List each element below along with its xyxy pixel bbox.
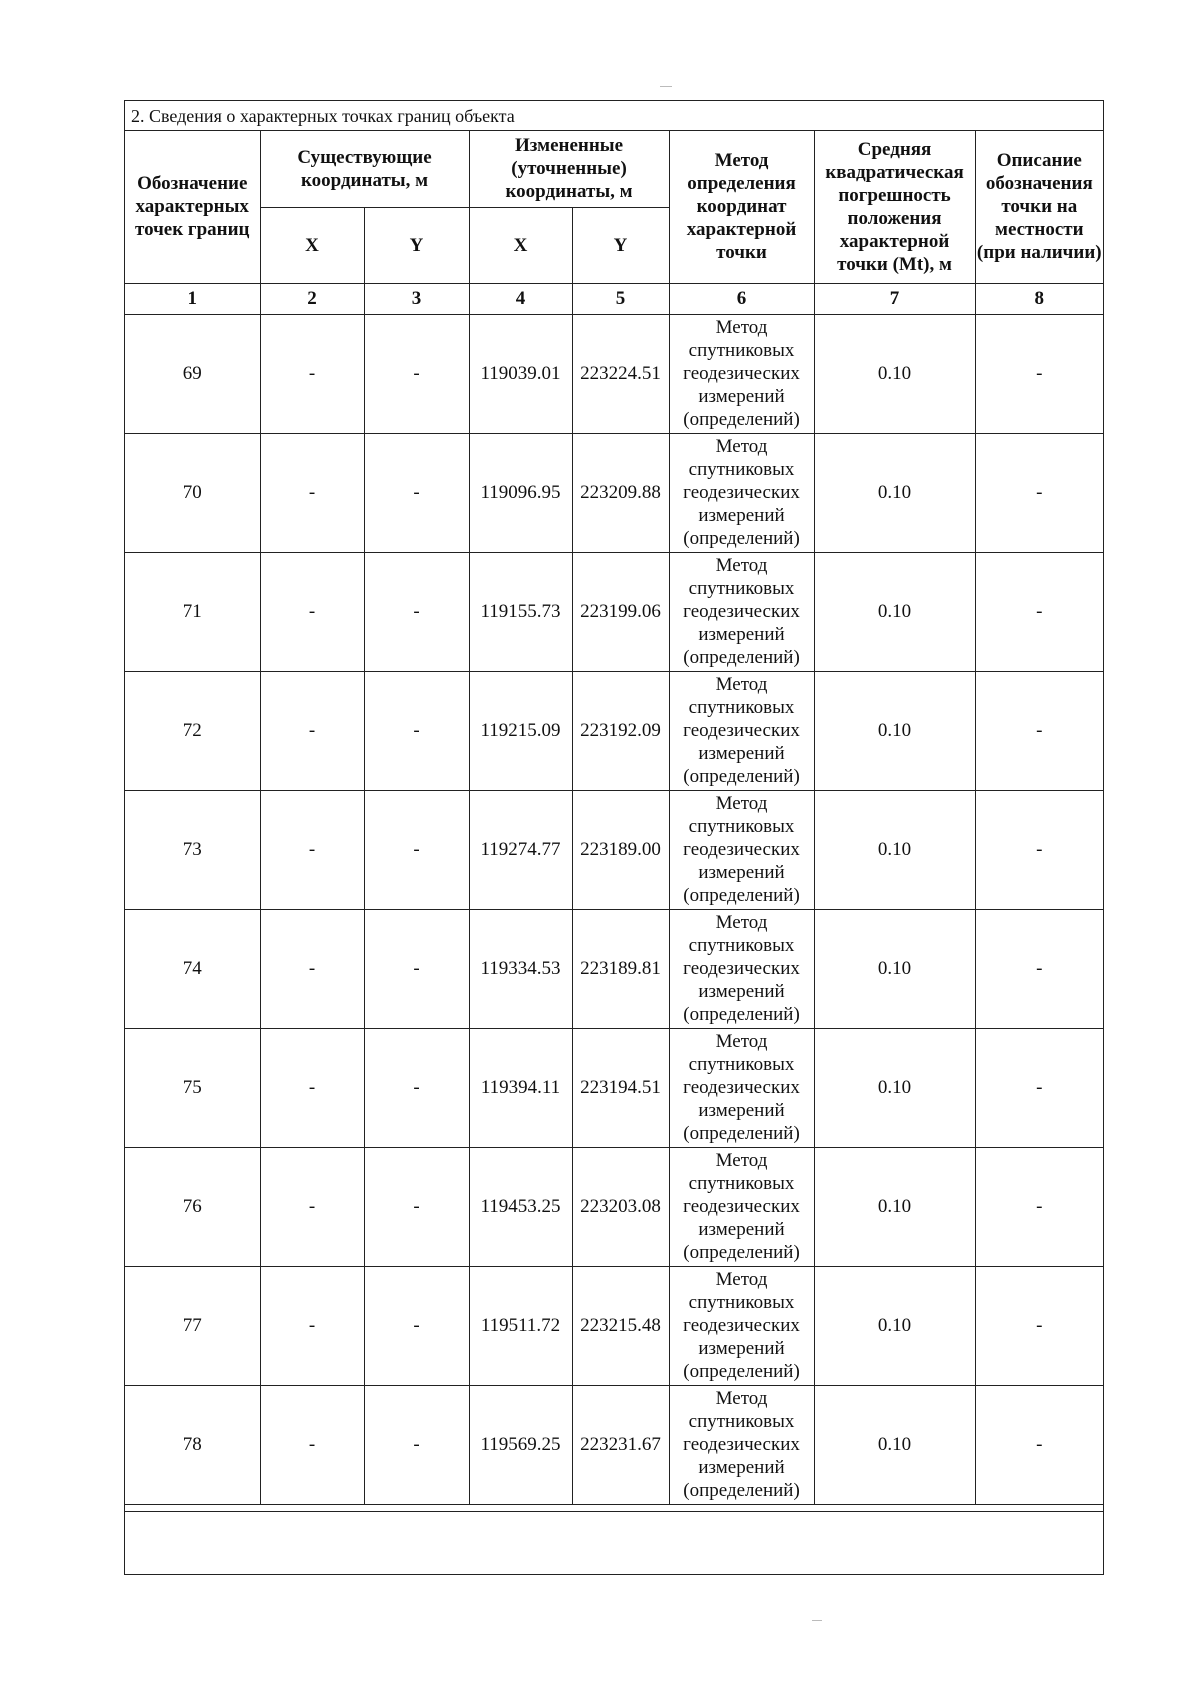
method-cell: Метод спутниковых геодезических измерений (определений) <box>669 790 814 909</box>
point-designation: 70 <box>125 433 260 552</box>
column-number: 8 <box>975 283 1103 314</box>
point-designation: 75 <box>125 1028 260 1147</box>
accuracy-cell: 0.10 <box>814 1147 975 1266</box>
table-row <box>125 790 1103 909</box>
method-cell: Метод спутниковых геодезических измерений (определений) <box>669 909 814 1028</box>
header-changed-x: X <box>469 207 572 283</box>
accuracy-cell: 0.10 <box>814 1385 975 1504</box>
point-designation: 69 <box>125 314 260 433</box>
header-changed-coords: Измененные (уточненные) координаты, м <box>469 131 669 207</box>
table-row <box>125 433 1103 552</box>
table-row <box>125 1266 1103 1385</box>
changed-y: 223199.06 <box>572 552 669 671</box>
changed-y: 223231.67 <box>572 1385 669 1504</box>
existing-y: - <box>364 552 469 671</box>
table-body <box>125 314 1103 1504</box>
changed-y: 223215.48 <box>572 1266 669 1385</box>
changed-y: 223194.51 <box>572 1028 669 1147</box>
method-cell: Метод спутниковых геодезических измерений (определений) <box>669 671 814 790</box>
empty-footer-row <box>125 1511 1103 1574</box>
table-row <box>125 909 1103 1028</box>
header-existing-x: X <box>260 207 364 283</box>
table-row <box>125 1028 1103 1147</box>
table-row <box>125 1147 1103 1266</box>
accuracy-cell: 0.10 <box>814 433 975 552</box>
column-number: 2 <box>260 283 364 314</box>
method-cell: Метод спутниковых геодезических измерений (определений) <box>669 1385 814 1504</box>
existing-y: - <box>364 433 469 552</box>
point-designation: 71 <box>125 552 260 671</box>
table-row <box>125 1385 1103 1504</box>
description-cell: - <box>975 671 1103 790</box>
description-cell: - <box>975 1147 1103 1266</box>
document-sheet <box>124 100 1104 1575</box>
changed-y: 223224.51 <box>572 314 669 433</box>
description-cell: - <box>975 790 1103 909</box>
header-point-designation: Обозначение характерных точек границ <box>125 131 260 283</box>
existing-y: - <box>364 1385 469 1504</box>
changed-x: 119274.77 <box>469 790 572 909</box>
column-number: 5 <box>572 283 669 314</box>
accuracy-cell: 0.10 <box>814 671 975 790</box>
method-cell: Метод спутниковых геодезических измерений (определений) <box>669 1028 814 1147</box>
accuracy-cell: 0.10 <box>814 1028 975 1147</box>
boundary-points-table <box>125 131 1103 1505</box>
existing-x: - <box>260 1266 364 1385</box>
existing-x: - <box>260 1028 364 1147</box>
header-accuracy: Средняя квадратическая погрешность положения характерной точки (Mt), м <box>814 131 975 283</box>
existing-x: - <box>260 1385 364 1504</box>
column-number: 6 <box>669 283 814 314</box>
changed-x: 119039.01 <box>469 314 572 433</box>
existing-y: - <box>364 1028 469 1147</box>
changed-x: 119155.73 <box>469 552 572 671</box>
table-row <box>125 671 1103 790</box>
method-cell: Метод спутниковых геодезических измерений (определений) <box>669 1147 814 1266</box>
table-row <box>125 314 1103 433</box>
existing-y: - <box>364 1147 469 1266</box>
existing-x: - <box>260 790 364 909</box>
existing-y: - <box>364 1266 469 1385</box>
existing-y: - <box>364 909 469 1028</box>
existing-x: - <box>260 1147 364 1266</box>
method-cell: Метод спутниковых геодезических измерений (определений) <box>669 552 814 671</box>
changed-x: 119569.25 <box>469 1385 572 1504</box>
point-designation: 76 <box>125 1147 260 1266</box>
accuracy-cell: 0.10 <box>814 552 975 671</box>
point-designation: 74 <box>125 909 260 1028</box>
existing-x: - <box>260 552 364 671</box>
existing-y: - <box>364 790 469 909</box>
method-cell: Метод спутниковых геодезических измерений (определений) <box>669 314 814 433</box>
changed-y: 223189.00 <box>572 790 669 909</box>
existing-x: - <box>260 909 364 1028</box>
changed-x: 119334.53 <box>469 909 572 1028</box>
description-cell: - <box>975 909 1103 1028</box>
changed-y: 223189.81 <box>572 909 669 1028</box>
column-number: 7 <box>814 283 975 314</box>
changed-x: 119215.09 <box>469 671 572 790</box>
accuracy-cell: 0.10 <box>814 1266 975 1385</box>
header-existing-coords: Существующие координаты, м <box>260 131 469 207</box>
description-cell: - <box>975 552 1103 671</box>
accuracy-cell: 0.10 <box>814 314 975 433</box>
point-designation: 72 <box>125 671 260 790</box>
point-designation: 77 <box>125 1266 260 1385</box>
existing-y: - <box>364 671 469 790</box>
changed-x: 119511.72 <box>469 1266 572 1385</box>
scan-artifact <box>812 1620 822 1621</box>
description-cell: - <box>975 433 1103 552</box>
changed-y: 223203.08 <box>572 1147 669 1266</box>
description-cell: - <box>975 314 1103 433</box>
point-designation: 73 <box>125 790 260 909</box>
method-cell: Метод спутниковых геодезических измерений (определений) <box>669 1266 814 1385</box>
existing-x: - <box>260 671 364 790</box>
header-method: Метод определения координат характерной точки <box>669 131 814 283</box>
changed-x: 119453.25 <box>469 1147 572 1266</box>
accuracy-cell: 0.10 <box>814 909 975 1028</box>
changed-y: 223192.09 <box>572 671 669 790</box>
table-row <box>125 552 1103 671</box>
existing-y: - <box>364 314 469 433</box>
changed-y: 223209.88 <box>572 433 669 552</box>
header-changed-y: Y <box>572 207 669 283</box>
changed-x: 119394.11 <box>469 1028 572 1147</box>
accuracy-cell: 0.10 <box>814 790 975 909</box>
method-cell: Метод спутниковых геодезических измерений (определений) <box>669 433 814 552</box>
column-number: 4 <box>469 283 572 314</box>
section-title: 2. Сведения о характерных точках границ объекта <box>125 101 1103 131</box>
column-number: 3 <box>364 283 469 314</box>
description-cell: - <box>975 1266 1103 1385</box>
existing-x: - <box>260 433 364 552</box>
existing-x: - <box>260 314 364 433</box>
point-designation: 78 <box>125 1385 260 1504</box>
description-cell: - <box>975 1028 1103 1147</box>
scan-artifact <box>660 86 672 87</box>
changed-x: 119096.95 <box>469 433 572 552</box>
description-cell: - <box>975 1385 1103 1504</box>
header-description: Описание обозначения точки на местности (при наличии) <box>975 131 1103 283</box>
column-number: 1 <box>125 283 260 314</box>
header-existing-y: Y <box>364 207 469 283</box>
